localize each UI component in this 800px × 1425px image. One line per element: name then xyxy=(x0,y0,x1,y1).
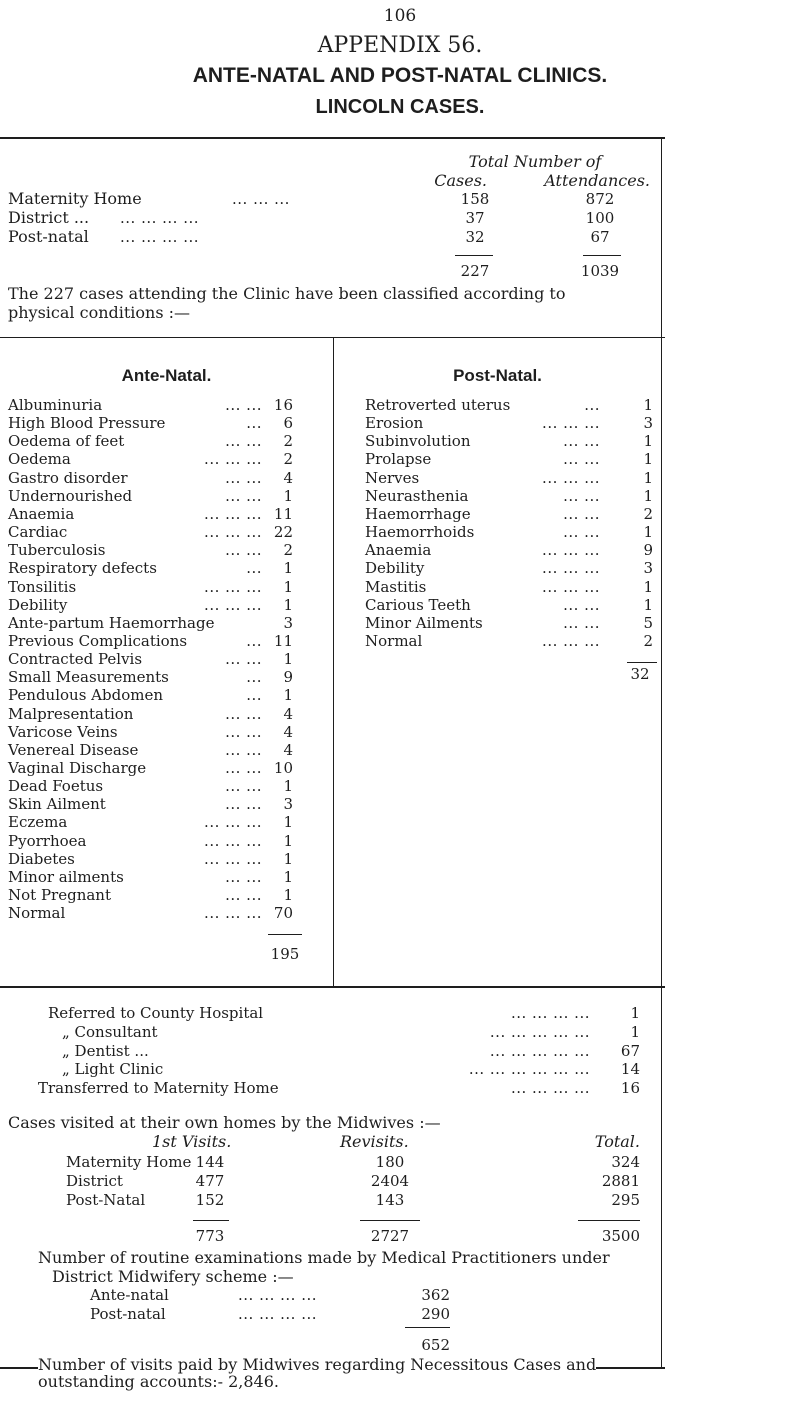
sum-rule xyxy=(455,255,493,256)
ante-natal-row-dots: ... ... xyxy=(225,704,262,723)
post-natal-row-value: 2 xyxy=(643,504,653,523)
totals-row-dots: ... ... ... xyxy=(232,190,290,208)
classification-note-2: physical conditions :— xyxy=(8,303,191,322)
post-natal-row-value: 3 xyxy=(643,559,653,578)
ante-natal-row-label: Venereal Disease xyxy=(8,740,139,759)
referral-row-dots: ... ... ... ... xyxy=(510,1004,590,1022)
ante-natal-row-label: Respiratory defects xyxy=(8,559,157,578)
ante-natal-row-dots: ... ... xyxy=(225,722,262,741)
referral-row-label: „ Consultant xyxy=(62,1022,158,1041)
ante-natal-row-value: 1 xyxy=(283,777,293,796)
post-natal-row-value: 1 xyxy=(643,396,653,414)
referral-row-value: 1 xyxy=(630,1004,640,1022)
ante-natal-row-dots: ... ... xyxy=(225,777,262,796)
ante-natal-row-dots: ... xyxy=(246,631,262,650)
examinations-row-value: 290 xyxy=(421,1305,450,1323)
visits-row-first: 152 xyxy=(195,1191,225,1209)
ante-natal-row-value: 1 xyxy=(283,813,293,832)
ante-natal-row-label: Anaemia xyxy=(8,504,75,523)
ante-natal-row-label: Dead Foetus xyxy=(8,777,104,796)
ante-natal-row-label: Previous Complications xyxy=(8,631,188,650)
ante-natal-row-dots: ... ... ... xyxy=(204,504,262,523)
ante-natal-row-label: Minor ailments xyxy=(8,867,124,886)
examinations-row-dots: ... ... ... ... xyxy=(238,1305,318,1323)
ante-natal-row-label: Debility xyxy=(8,595,68,614)
totals-sum-cases: 227 xyxy=(460,262,490,280)
post-natal-total: 32 xyxy=(630,665,650,683)
totals-row-label: Maternity Home xyxy=(8,189,142,208)
examinations-total: 652 xyxy=(421,1336,450,1354)
post-natal-row-dots: ... ... ... xyxy=(542,468,600,487)
ante-natal-row-value: 1 xyxy=(283,486,293,505)
post-natal-row-label: Mastitis xyxy=(365,577,427,596)
referral-row-label: Transferred to Maternity Home xyxy=(38,1079,279,1098)
examinations-sum-rule xyxy=(405,1327,450,1328)
visits-row-label: Post-Natal xyxy=(66,1191,146,1209)
ante-natal-total: 195 xyxy=(270,945,300,963)
post-natal-row-dots: ... ... xyxy=(563,450,600,469)
ante-natal-row-label: Pyorrhoea xyxy=(8,831,87,850)
post-natal-row-label: Anaemia xyxy=(365,541,432,560)
visits-sum-first: 773 xyxy=(195,1227,225,1245)
post-natal-row-label: Retroverted uterus xyxy=(365,396,511,414)
post-natal-row-label: Prolapse xyxy=(365,450,432,469)
post-natal-row-dots: ... ... ... xyxy=(542,559,600,578)
ante-natal-row-label: Tuberculosis xyxy=(8,541,106,560)
visits-sum-rule xyxy=(360,1220,420,1221)
ante-natal-row-value: 1 xyxy=(283,595,293,614)
post-natal-row-label: Erosion xyxy=(365,414,424,433)
post-natal-row-label: Carious Teeth xyxy=(365,595,471,614)
post-natal-row-dots: ... ... ... xyxy=(542,414,600,433)
ante-natal-row-label: Malpresentation xyxy=(8,704,134,723)
ante-natal-row-value: 16 xyxy=(273,396,293,414)
ante-natal-row-label: Normal xyxy=(8,904,66,923)
ante-natal-row-value: 3 xyxy=(283,613,293,632)
post-natal-row-value: 1 xyxy=(643,523,653,542)
post-natal-row-dots: ... ... ... xyxy=(542,577,600,596)
ante-natal-row-label: Gastro disorder xyxy=(8,468,128,487)
ante-natal-heading: Ante-Natal. xyxy=(121,366,212,385)
visits-row-total: 2881 xyxy=(601,1172,640,1190)
ante-natal-row-value: 1 xyxy=(283,831,293,850)
ante-natal-row-dots: ... ... xyxy=(225,541,262,560)
post-natal-row-value: 9 xyxy=(643,541,653,560)
necessitous-note: Number of visits paid by Midwives regarding Necessitous Cases and xyxy=(38,1355,597,1374)
ante-natal-row-label: Vaginal Discharge xyxy=(8,759,147,777)
totals-row-dots: ... ... ... ... xyxy=(120,209,200,227)
ante-natal-row-label: Undernourished xyxy=(8,486,133,505)
post-natal-row-value: 5 xyxy=(643,613,653,632)
column-divider xyxy=(333,338,334,986)
post-natal-row-value: 1 xyxy=(643,468,653,487)
post-natal-row-label: Normal xyxy=(365,631,423,650)
post-natal-row-label: Nerves xyxy=(365,468,420,487)
ante-natal-row-value: 4 xyxy=(283,468,293,487)
sub-title: LINCOLN CASES. xyxy=(315,96,485,118)
post-natal-row-label: Subinvolution xyxy=(365,432,471,451)
ante-natal-row-label: High Blood Pressure xyxy=(8,414,166,433)
ante-natal-row-dots: ... ... ... xyxy=(204,595,262,614)
ante-natal-row-value: 2 xyxy=(283,450,293,469)
examinations-intro: Number of routine examinations made by Medical Practitioners under xyxy=(38,1248,610,1267)
ante-natal-row-label: Oedema xyxy=(8,450,71,469)
ante-natal-row-value: 3 xyxy=(283,795,293,814)
ante-natal-row-dots: ... ... ... xyxy=(204,450,262,469)
classification-note: The 227 cases attending the Clinic have been classified according to xyxy=(8,284,566,303)
post-natal-row-value: 3 xyxy=(643,414,653,433)
visits-col-total: Total. xyxy=(594,1132,640,1151)
ante-natal-row-dots: ... xyxy=(246,668,262,687)
post-natal-row-dots: ... ... ... xyxy=(542,631,600,650)
post-natal-row-value: 2 xyxy=(643,631,653,650)
visits-row-total: 295 xyxy=(611,1191,640,1209)
totals-col-attendances: Attendances. xyxy=(544,171,650,190)
referral-row-value: 16 xyxy=(620,1079,640,1098)
totals-heading: Total Number of xyxy=(468,152,602,171)
ante-natal-row-value: 6 xyxy=(283,414,293,433)
visits-sum-rule xyxy=(578,1220,640,1221)
ante-natal-row-value: 4 xyxy=(283,704,293,723)
totals-sum-attendances: 1039 xyxy=(580,262,620,280)
ante-natal-row-dots: ... ... xyxy=(225,867,262,886)
visits-row-label: Maternity Home xyxy=(66,1153,192,1171)
visits-intro: Cases visited at their own homes by the Midwives :— xyxy=(8,1113,441,1132)
appendix-title: APPENDIX 56. xyxy=(317,33,483,58)
examinations-row-dots: ... ... ... ... xyxy=(238,1286,318,1304)
visits-row-total: 324 xyxy=(611,1153,640,1171)
referral-row-dots: ... ... ... ... ... xyxy=(489,1041,590,1060)
examinations-row-label: Ante-natal xyxy=(90,1286,169,1304)
ante-natal-row-value: 1 xyxy=(283,849,293,868)
ante-natal-row-label: Tonsilitis xyxy=(8,577,77,596)
post-natal-row-dots: ... ... xyxy=(563,613,600,632)
post-natal-row-label: Neurasthenia xyxy=(365,486,469,505)
visits-sum-total: 3500 xyxy=(601,1227,640,1245)
ante-natal-row-label: Contracted Pelvis xyxy=(8,650,143,669)
post-natal-row-dots: ... ... xyxy=(563,486,600,505)
post-natal-sum-rule xyxy=(627,662,657,663)
visits-row-revisits: 2404 xyxy=(370,1172,410,1190)
post-natal-row-value: 1 xyxy=(643,432,653,451)
referral-row-label: „ Dentist ... xyxy=(62,1041,149,1060)
ante-natal-row-dots: ... xyxy=(246,559,262,578)
ante-natal-row-value: 11 xyxy=(273,631,293,650)
ante-natal-row-label: Albuminuria xyxy=(8,396,103,414)
ante-natal-row-dots: ... ... ... xyxy=(204,813,262,832)
ante-natal-sum-rule xyxy=(268,934,302,935)
examinations-row-label: Post-natal xyxy=(90,1305,166,1323)
ante-natal-row-dots: ... ... ... xyxy=(204,831,262,850)
post-natal-row-dots: ... ... xyxy=(563,504,600,523)
referral-row-dots: ... ... ... ... xyxy=(510,1079,590,1098)
visits-col-revisits: Revisits. xyxy=(340,1132,409,1151)
ante-natal-row-value: 70 xyxy=(273,904,293,923)
totals-row-cases: 37 xyxy=(465,209,485,227)
referral-row-value: 67 xyxy=(620,1041,640,1060)
ante-natal-row-dots: ... xyxy=(246,414,262,433)
ante-natal-row-label: Small Measurements xyxy=(8,668,169,687)
ante-natal-row-value: 1 xyxy=(283,686,293,705)
referral-row-dots: ... ... ... ... ... xyxy=(489,1022,590,1041)
ante-natal-row-value: 22 xyxy=(273,523,293,542)
referral-row-label: Referred to County Hospital xyxy=(48,1004,264,1022)
ante-natal-row-dots: ... ... xyxy=(225,759,262,777)
ante-natal-row-label: Diabetes xyxy=(8,849,75,868)
referral-row-dots: ... ... ... ... ... ... xyxy=(468,1060,590,1079)
visits-col-first: 1st Visits. xyxy=(152,1132,232,1151)
post-natal-row-dots: ... ... ... xyxy=(542,541,600,560)
ante-natal-row-value: 9 xyxy=(283,668,293,687)
visits-row-first: 477 xyxy=(195,1172,225,1190)
ante-natal-row-dots: ... xyxy=(246,686,262,705)
visits-row-label: District xyxy=(66,1172,123,1190)
ante-natal-row-value: 2 xyxy=(283,432,293,451)
post-natal-row-dots: ... ... xyxy=(563,595,600,614)
visits-sum-revisits: 2727 xyxy=(370,1227,410,1245)
ante-natal-row-dots: ... ... xyxy=(225,432,262,451)
post-natal-row-label: Minor Ailments xyxy=(365,613,483,632)
ante-natal-row-label: Not Pregnant xyxy=(8,886,111,905)
totals-row-label: Post-natal xyxy=(8,227,89,246)
ante-natal-row-value: 4 xyxy=(283,740,293,759)
post-natal-row-label: Haemorrhoids xyxy=(365,523,475,542)
referral-row-label: „ Light Clinic xyxy=(62,1060,164,1079)
ante-natal-row-dots: ... ... ... xyxy=(204,577,262,596)
totals-row-label: District ... xyxy=(8,208,90,227)
visits-row-revisits: 180 xyxy=(375,1153,405,1171)
ante-natal-row-value: 2 xyxy=(283,541,293,560)
ante-natal-row-dots: ... ... xyxy=(225,468,262,487)
ante-natal-row-label: Ante-partum Haemorrhage xyxy=(8,613,215,632)
sum-rule xyxy=(583,255,621,256)
ante-natal-row-value: 4 xyxy=(283,722,293,741)
post-natal-row-value: 1 xyxy=(643,486,653,505)
ante-natal-row-dots: ... ... ... xyxy=(204,849,262,868)
totals-row-attendances: 67 xyxy=(590,228,610,246)
totals-row-attendances: 872 xyxy=(585,190,615,208)
examinations-intro-2: District Midwifery scheme :— xyxy=(52,1267,294,1286)
ante-natal-row-dots: ... ... xyxy=(225,795,262,814)
post-natal-row-value: 1 xyxy=(643,595,653,614)
ante-natal-row-dots: ... ... xyxy=(225,740,262,759)
ante-natal-row-dots: ... ... xyxy=(225,650,262,669)
post-natal-row-value: 1 xyxy=(643,577,653,596)
totals-row-attendances: 100 xyxy=(585,209,615,227)
ante-natal-row-dots: ... ... ... xyxy=(204,904,262,923)
ante-natal-row-dots: ... ... xyxy=(225,886,262,905)
totals-row-cases: 32 xyxy=(465,228,485,246)
top-rule xyxy=(0,137,665,139)
visits-row-revisits: 143 xyxy=(375,1191,405,1209)
post-natal-row-label: Debility xyxy=(365,559,425,578)
post-natal-row-label: Haemorrhage xyxy=(365,504,471,523)
ante-natal-row-value: 1 xyxy=(283,867,293,886)
ante-natal-row-label: Skin Ailment xyxy=(8,795,106,814)
section-rule-2 xyxy=(0,986,665,988)
ante-natal-row-label: Eczema xyxy=(8,813,68,832)
post-natal-heading: Post-Natal. xyxy=(453,366,542,385)
totals-col-cases: Cases. xyxy=(434,171,487,190)
ante-natal-row-value: 10 xyxy=(273,759,293,777)
post-natal-row-dots: ... ... xyxy=(563,523,600,542)
ante-natal-row-label: Oedema of feet xyxy=(8,432,125,451)
necessitous-note-2: outstanding accounts:- 2,846. xyxy=(38,1372,279,1391)
totals-row-dots: ... ... ... ... xyxy=(120,228,200,246)
visits-row-first: 144 xyxy=(195,1153,225,1171)
ante-natal-row-value: 1 xyxy=(283,559,293,578)
ante-natal-row-value: 1 xyxy=(283,886,293,905)
right-border xyxy=(661,137,662,1367)
examinations-row-value: 362 xyxy=(421,1286,450,1304)
ante-natal-row-label: Varicose Veins xyxy=(8,722,118,741)
ante-natal-row-value: 11 xyxy=(273,504,293,523)
ante-natal-row-value: 1 xyxy=(283,650,293,669)
totals-row-cases: 158 xyxy=(460,190,490,208)
ante-natal-row-dots: ... ... ... xyxy=(204,523,262,542)
ante-natal-row-value: 1 xyxy=(283,577,293,596)
ante-natal-row-label: Cardiac xyxy=(8,523,68,542)
visits-sum-rule xyxy=(193,1220,229,1221)
post-natal-row-dots: ... xyxy=(584,396,600,414)
post-natal-row-dots: ... ... xyxy=(563,432,600,451)
main-title: ANTE-NATAL AND POST-NATAL CLINICS. xyxy=(192,64,608,87)
ante-natal-row-label: Pendulous Abdomen xyxy=(8,686,164,705)
ante-natal-row-dots: ... ... xyxy=(225,396,262,414)
page-number: 106 xyxy=(383,6,417,26)
referral-row-value: 14 xyxy=(620,1060,640,1079)
referral-row-value: 1 xyxy=(630,1022,640,1041)
post-natal-row-value: 1 xyxy=(643,450,653,469)
ante-natal-row-dots: ... ... xyxy=(225,486,262,505)
